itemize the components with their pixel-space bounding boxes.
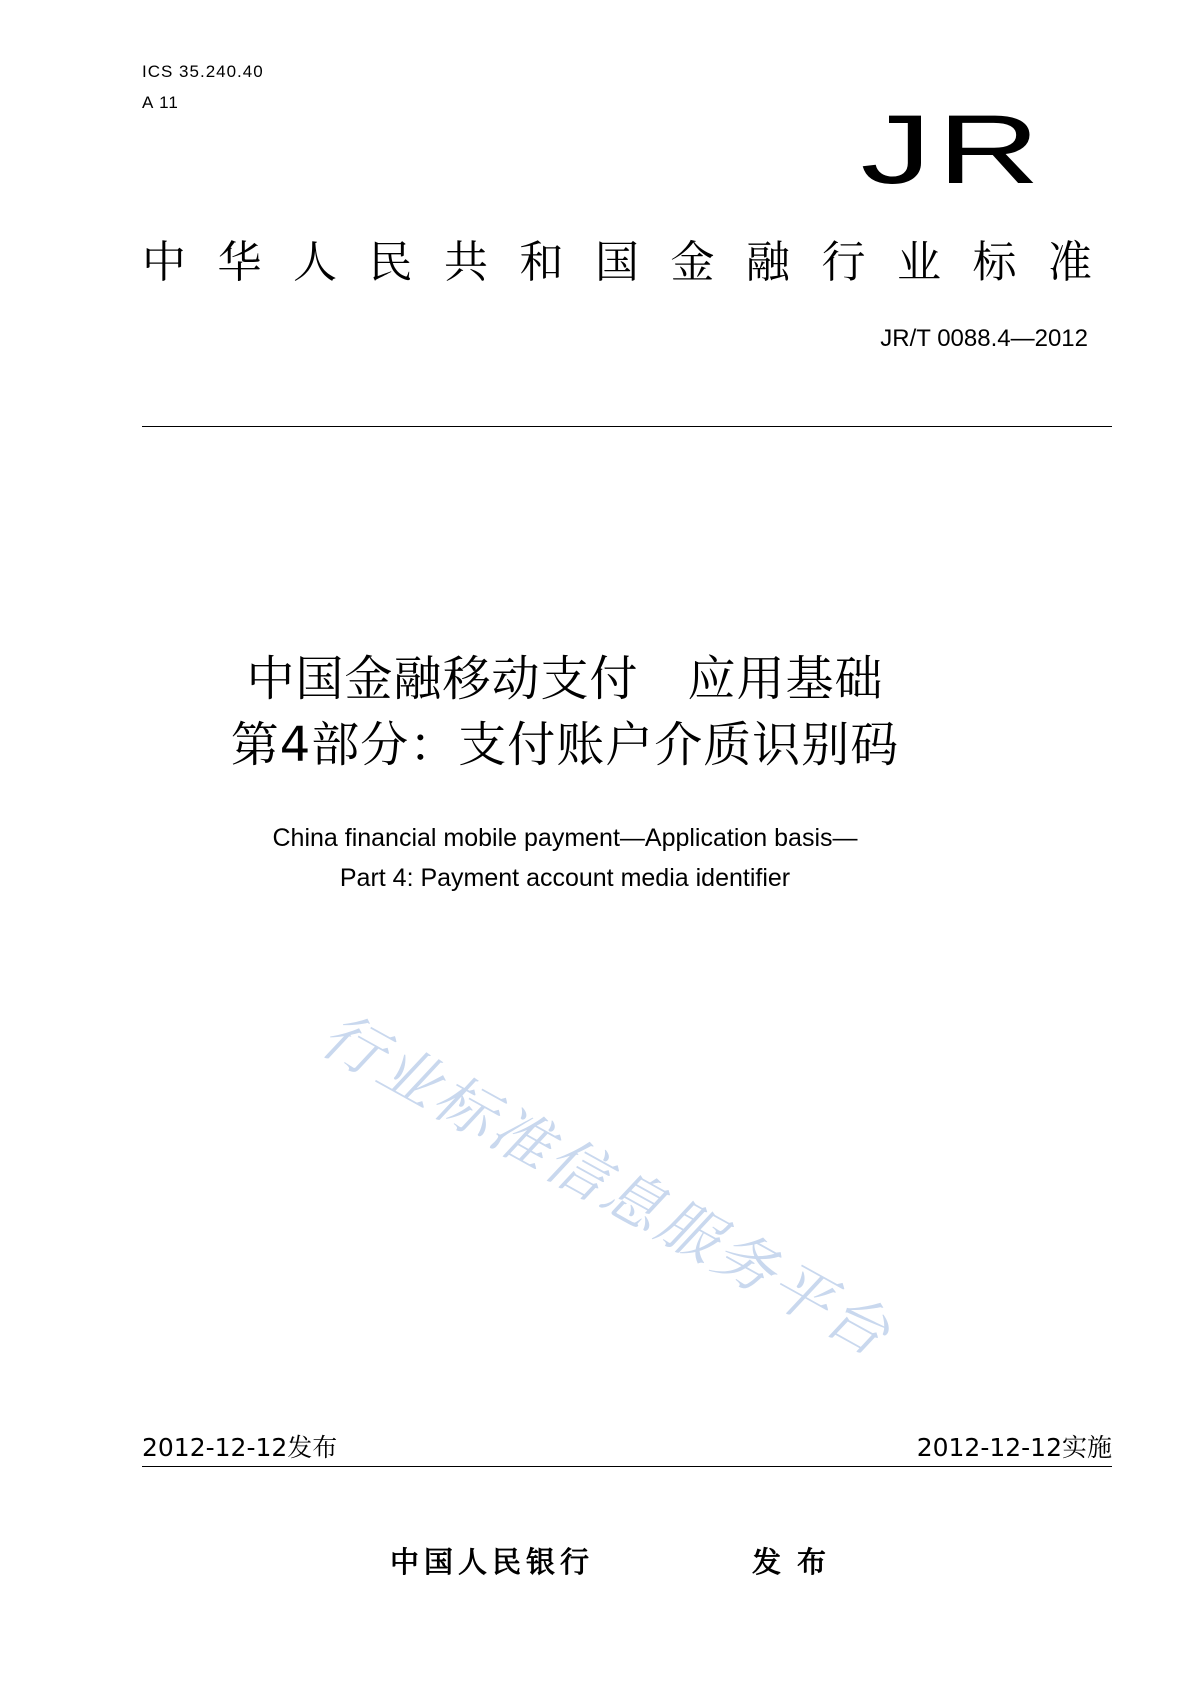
english-title-line-2: Part 4: Payment account media identifier bbox=[339, 864, 791, 892]
implementation-date: 2012-12-12实施 bbox=[916, 1433, 1112, 1462]
issue-label: 发布 bbox=[752, 1545, 843, 1579]
standard-title-char: 中 bbox=[142, 237, 186, 288]
standard-title-char: 国 bbox=[595, 237, 639, 288]
watermark-text: 行业标准信息服务平台 bbox=[309, 1000, 904, 1372]
standard-title-char: 准 bbox=[1048, 237, 1092, 288]
chinese-title-line-1: 中国金融移动支付 应用基础 bbox=[246, 651, 884, 707]
issue-date: 2012-12-12发布 bbox=[142, 1433, 338, 1462]
standard-category-title bbox=[142, 233, 1092, 293]
watermark bbox=[305, 1000, 985, 1380]
classification-code: A 11 bbox=[142, 93, 179, 112]
standard-title-char: 共 bbox=[444, 237, 488, 288]
top-divider bbox=[142, 426, 1112, 427]
jr-logo: JR bbox=[860, 94, 1046, 204]
standard-title-char: 民 bbox=[368, 237, 413, 288]
issuing-authority: 中国人民银行 bbox=[390, 1545, 595, 1579]
standard-title-char: 业 bbox=[897, 237, 941, 288]
standard-title-char: 和 bbox=[519, 237, 564, 288]
standard-title-char: 金 bbox=[670, 237, 715, 288]
standard-title-char: 华 bbox=[217, 237, 262, 288]
english-title-line-1: China financial mobile payment—Application basis— bbox=[272, 824, 858, 852]
chinese-title-line-2: 第4部分：支付账户介质识别码 bbox=[230, 717, 900, 773]
standard-title-char: 标 bbox=[972, 237, 1017, 288]
ics-code: ICS 35.240.40 bbox=[142, 62, 264, 81]
standard-title-char: 融 bbox=[746, 237, 790, 288]
standard-number: JR/T 0088.4—2012 bbox=[880, 325, 1088, 352]
standard-title-char: 行 bbox=[821, 237, 866, 288]
bottom-divider bbox=[142, 1466, 1112, 1467]
standard-title-char: 人 bbox=[293, 237, 337, 288]
